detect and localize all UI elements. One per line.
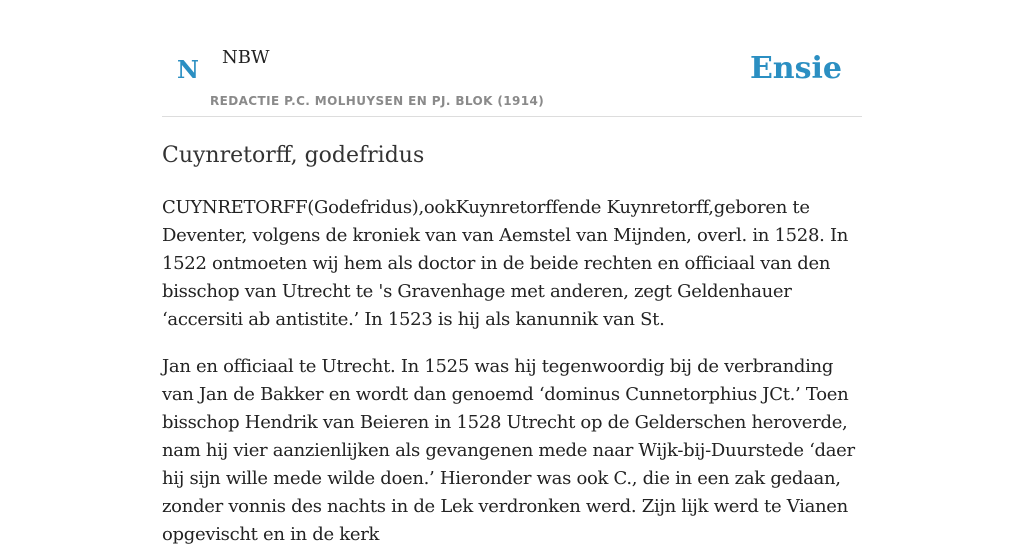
source-name[interactable]: NBW [222, 47, 270, 68]
page [162, 0, 862, 549]
ensie-logo[interactable]: Ensie [749, 51, 842, 86]
article-paragraph-2: Jan en officiaal te Utrecht. In 1525 was hij tegenwoordig bij de verbranding van Jan de Bakker en wordt dan genoemd ‘dominus Cunnetorphius JCt.’ Toen bisschop Hendrik van Beieren in 1528 Utrecht op de Gelderschen heroverde, nam hij vier aanzienlijken als gevangenen mede naar Wijk-bij-Duurstede ‘daer hij sijn wille mede wilde doen.’ Hieronder was ook C., die in een zak gedaan, zonder vonnis des nachts in de Lek verdronken werd. Zijn lijk werd te Vianen opgevischt en in de kerk [162, 356, 855, 545]
article-title: Cuynretorff, godefridus [162, 143, 425, 168]
article-paragraph-1: CUYNRETORFF(Godefridus),ookKuynretorffende Kuynretorff,geboren te Deventer, volgens de kroniek van van Aemstel van Mijnden, overl. in 1528. In 1522 ontmoeten wij hem als doctor in de beide rechten en officiaal van den bisschop van Utrecht te 's Gravenhage met anderen, zegt Geldenhauer ‘accersiti ab antistite.’ In 1523 is hij als kanunnik van St. [162, 197, 849, 330]
source-subtitle: REDACTIE P.C. MOLHUYSEN EN PJ. BLOK (1914) [210, 94, 545, 108]
source-header [162, 0, 862, 117]
source-logo[interactable]: N [177, 55, 199, 84]
